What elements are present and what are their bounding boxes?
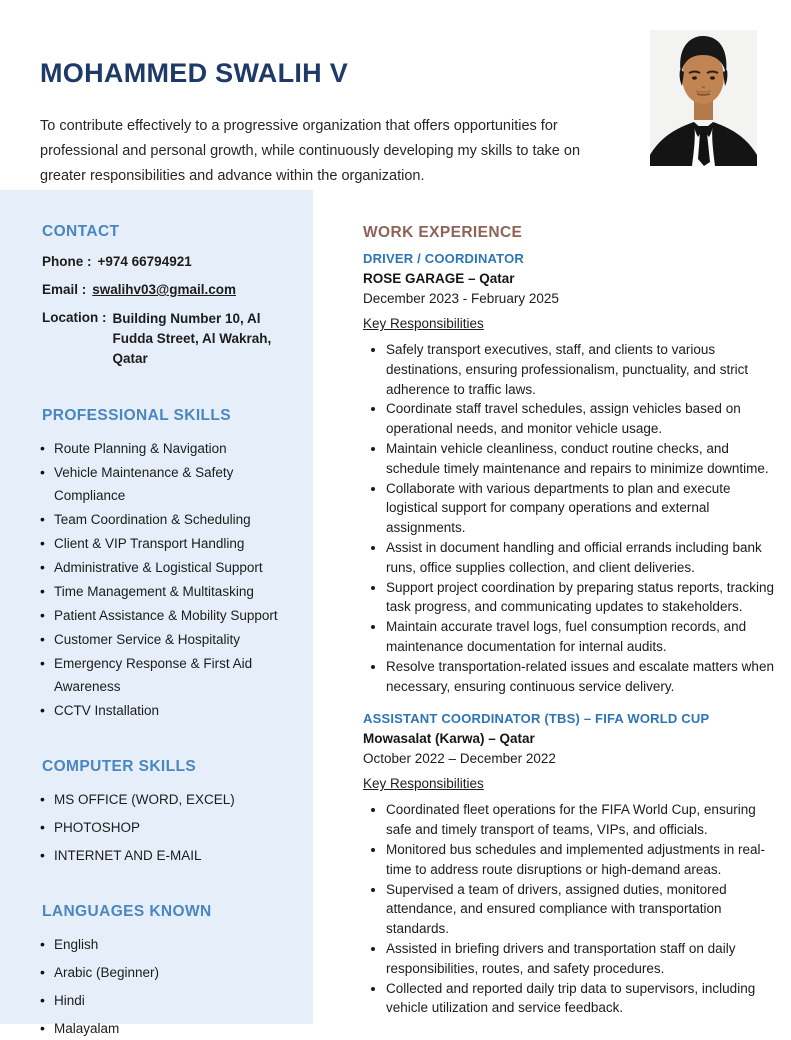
computer-skill-item: • MS OFFICE (WORD, EXCEL) — [42, 788, 299, 811]
skill-item: • Administrative & Logistical Support — [42, 556, 299, 579]
skill-item: • Team Coordination & Scheduling — [42, 508, 299, 531]
job-company: Mowasalat (Karwa) – Qatar — [363, 731, 535, 747]
phone-label: Phone : — [42, 254, 92, 269]
job-responsibilities-list — [363, 800, 779, 1018]
responsibility-item: • Maintain accurate travel logs, fuel consumption records, and maintenance documentation for internal audits. — [386, 617, 779, 657]
languages-heading: LANGUAGES KNOWN — [42, 903, 212, 920]
responsibility-item: • Safely transport executives, staff, and clients to various destinations, ensuring professionalism, punctuality, and strict adherence to traffic laws. — [386, 340, 779, 399]
skill-item: • CCTV Installation — [42, 699, 299, 722]
work-experience-column — [363, 224, 779, 1018]
responsibility-item: • Coordinate staff travel schedules, assign vehicles based on operational needs, and monitor vehicle usage. — [386, 399, 779, 439]
skill-item: • Vehicle Maintenance & Safety Compliance — [42, 461, 299, 507]
sidebar — [0, 190, 313, 1036]
language-item: • Arabic (Beginner) — [42, 961, 299, 984]
email-label: Email : — [42, 282, 87, 297]
skill-item: • Customer Service & Hospitality — [42, 628, 299, 651]
profile-photo — [650, 30, 757, 166]
professional-skills-heading: PROFESSIONAL SKILLS — [42, 407, 232, 424]
responsibility-item: • Supervised a team of drivers, assigned duties, monitored attendance, and ensured compliance with transportation standards. — [386, 880, 779, 939]
computer-skills-list — [30, 788, 299, 867]
responsibility-item: • Coordinated fleet operations for the FIFA World Cup, ensuring safe and timely transport of teams, VIPs, and officials. — [386, 800, 779, 840]
job-dates: December 2023 - February 2025 — [363, 291, 559, 306]
responsibility-item: • Collected and reported daily trip data to supervisors, including vehicle utilization and service feedback. — [386, 979, 779, 1019]
contact-section — [30, 223, 299, 369]
skill-item: • Emergency Response & First Aid Awareness — [42, 652, 299, 698]
job-entry-driver-coordinator — [363, 251, 779, 696]
page-title: MOHAMMED SWALIH V — [40, 58, 349, 88]
responsibility-item: • Collaborate with various departments to plan and execute logistical support for company operations and external assignments. — [386, 479, 779, 538]
skill-item: • Patient Assistance & Mobility Support — [42, 604, 299, 627]
job-responsibilities-list — [363, 340, 779, 696]
languages-section — [30, 903, 299, 1040]
computer-skills-section — [30, 758, 299, 867]
responsibility-item: • Maintain vehicle cleanliness, conduct routine checks, and schedule timely maintenance and repairs to minimize downtime. — [386, 439, 779, 479]
job-entry-assistant-coordinator — [363, 711, 779, 1018]
phone-row — [42, 253, 299, 270]
language-item: • Hindi — [42, 989, 299, 1012]
skill-item: • Client & VIP Transport Handling — [42, 532, 299, 555]
professional-skills-list — [30, 437, 299, 722]
responsibility-item: • Assist in document handling and official errands including bank runs, office supplies collection, and client deliveries. — [386, 538, 779, 578]
job-title: ASSISTANT COORDINATOR (TBS) – FIFA WORLD CUP — [363, 711, 710, 727]
job-title: DRIVER / COORDINATOR — [363, 251, 524, 266]
language-item: • English — [42, 933, 299, 956]
skill-item: • Route Planning & Navigation — [42, 437, 299, 460]
location-label: Location : — [42, 310, 107, 325]
professional-skills-section — [30, 407, 299, 722]
job-dates: October 2022 – December 2022 — [363, 751, 556, 767]
location-row — [42, 309, 299, 369]
responsibility-item: • Resolve transportation-related issues and escalate matters when necessary, ensuring continuous service delivery. — [386, 657, 779, 697]
responsibility-item: • Support project coordination by preparing status reports, tracking task progress, and communicating updates to stakeholders. — [386, 578, 779, 618]
phone-value: +974 66794921 — [97, 254, 192, 269]
location-value: Building Number 10, Al Fudda Street, Al Wakrah, Qatar — [112, 311, 272, 366]
job-company: ROSE GARAGE – Qatar — [363, 271, 515, 286]
computer-skill-item: • PHOTOSHOP — [42, 816, 299, 839]
computer-skill-item: • INTERNET AND E-MAIL — [42, 844, 299, 867]
email-row — [42, 281, 299, 298]
key-responsibilities-label: Key Responsibilities — [363, 316, 484, 331]
contact-heading: CONTACT — [42, 223, 120, 240]
key-responsibilities-label: Key Responsibilities — [363, 776, 484, 792]
skill-item: • Time Management & Multitasking — [42, 580, 299, 603]
responsibility-item: • Monitored bus schedules and implemented adjustments in real-time to address route disruptions or high-demand areas. — [386, 840, 779, 880]
language-item: • Malayalam — [42, 1017, 299, 1040]
profile-photo-image — [650, 30, 757, 166]
email-link[interactable]: swalihv03@gmail.com — [92, 282, 236, 297]
work-experience-heading: WORK EXPERIENCE — [363, 224, 523, 241]
responsibility-item: • Assisted in briefing drivers and transportation staff on daily responsibilities, routes, and safety procedures. — [386, 939, 779, 979]
objective-text: To contribute effectively to a progressive organization that offers opportunities for professional and personal growth, while continuously developing my skills to take on greater responsibilities and advance within the organization. — [40, 117, 581, 184]
computer-skills-heading: COMPUTER SKILLS — [42, 758, 197, 775]
